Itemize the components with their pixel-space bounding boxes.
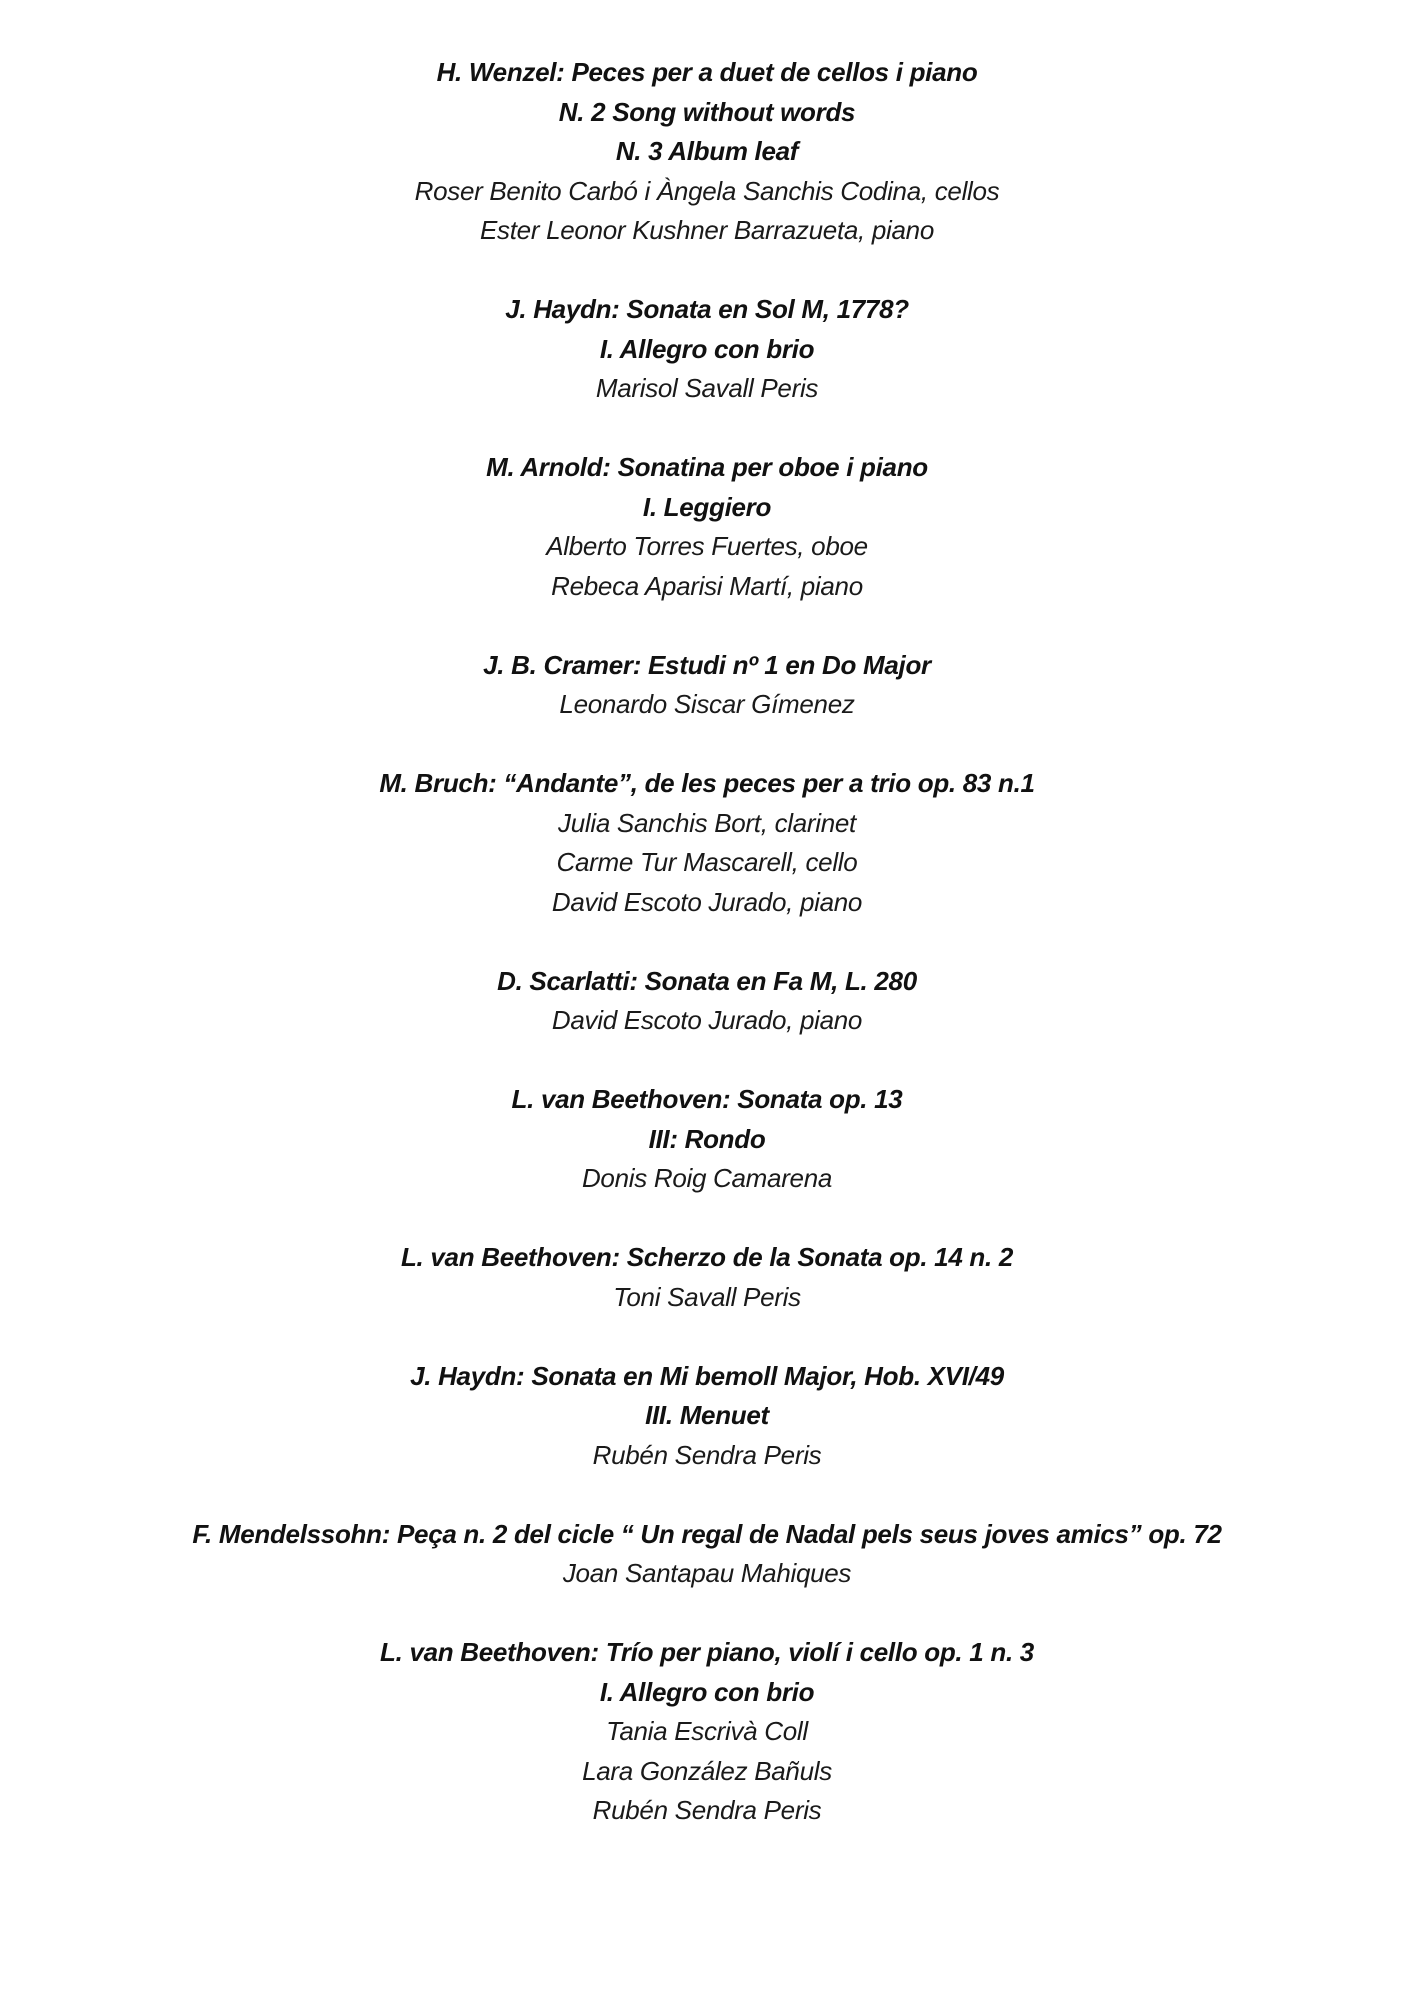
performer: David Escoto Jurado, piano bbox=[551, 1005, 863, 1035]
piece-title: F. Mendelssohn: Peça n. 2 del cicle “ Un regal de Nadal pels seus joves amics” op. 72 bbox=[192, 1518, 1222, 1549]
performer: Marisol Savall Peris bbox=[595, 373, 819, 403]
program-piece bbox=[0, 53, 1414, 251]
piece-title: D. Scarlatti: Sonata en Fa M, L. 280 bbox=[497, 965, 917, 996]
program-piece bbox=[0, 290, 1414, 409]
movement-title: III. Menuet bbox=[645, 1400, 769, 1430]
movement-title: III: Rondo bbox=[648, 1123, 766, 1154]
performer: Rebeca Aparisi Martí, piano bbox=[551, 570, 863, 601]
movement-title: I. Leggiero bbox=[642, 491, 772, 522]
piece-title: J. Haydn: Sonata en Sol M, 1778? bbox=[505, 294, 909, 324]
piece-title: L. van Beethoven: Scherzo de la Sonata op. 14 n. 2 bbox=[400, 1242, 1014, 1272]
program-piece bbox=[0, 1357, 1414, 1476]
program-piece bbox=[0, 646, 1414, 725]
performer: Tania Escrivà Coll bbox=[606, 1716, 808, 1746]
piece-title: M. Bruch: “Andante”, de les peces per a trio op. 83 n.1 bbox=[379, 768, 1035, 798]
performer: Rubén Sendra Peris bbox=[592, 1795, 822, 1825]
performer: Ester Leonor Kushner Barrazueta, piano bbox=[480, 215, 934, 245]
movement-title: I. Allegro con brio bbox=[599, 1676, 815, 1707]
performer: Rubén Sendra Peris bbox=[592, 1439, 822, 1470]
performer: Julia Sanchis Bort, clarinet bbox=[558, 807, 856, 838]
piece-title: J. Haydn: Sonata en Mi bemoll Major, Hob. XVI/49 bbox=[410, 1360, 1004, 1391]
program-piece bbox=[0, 1238, 1414, 1317]
movement-title: N. 2 Song without words bbox=[558, 96, 856, 127]
performer: Lara González Bañuls bbox=[582, 1755, 832, 1786]
performer: Roser Benito Carbó i Àngela Sanchis Codina, cellos bbox=[414, 175, 1000, 206]
piece-title: H. Wenzel: Peces per a duet de cellos i piano bbox=[436, 57, 978, 87]
movement-title: I. Allegro con brio bbox=[599, 333, 815, 364]
performer: Donis Roig Camarena bbox=[581, 1163, 833, 1193]
program-piece bbox=[0, 1515, 1414, 1594]
program-piece bbox=[0, 1633, 1414, 1831]
program-piece bbox=[0, 1080, 1414, 1199]
piece-title: J. B. Cramer: Estudi nº 1 en Do Major bbox=[483, 649, 931, 680]
performer: Leonardo Siscar Gímenez bbox=[559, 689, 855, 719]
performer: Toni Savall Peris bbox=[613, 1281, 801, 1312]
piece-title: L. van Beethoven: Trío per piano, violí i cello op. 1 n. 3 bbox=[380, 1637, 1034, 1667]
program-piece bbox=[0, 448, 1414, 606]
movement-title: N. 3 Album leaf bbox=[615, 136, 799, 166]
performer: David Escoto Jurado, piano bbox=[551, 886, 863, 917]
performer: Joan Santapau Mahiques bbox=[562, 1558, 852, 1588]
performer: Carme Tur Mascarell, cello bbox=[556, 847, 858, 877]
piece-title: L. van Beethoven: Sonata op. 13 bbox=[511, 1084, 903, 1114]
program-piece bbox=[0, 962, 1414, 1041]
program-piece bbox=[0, 764, 1414, 922]
piece-title: M. Arnold: Sonatina per oboe i piano bbox=[486, 452, 928, 482]
performer: Alberto Torres Fuertes, oboe bbox=[546, 531, 868, 561]
